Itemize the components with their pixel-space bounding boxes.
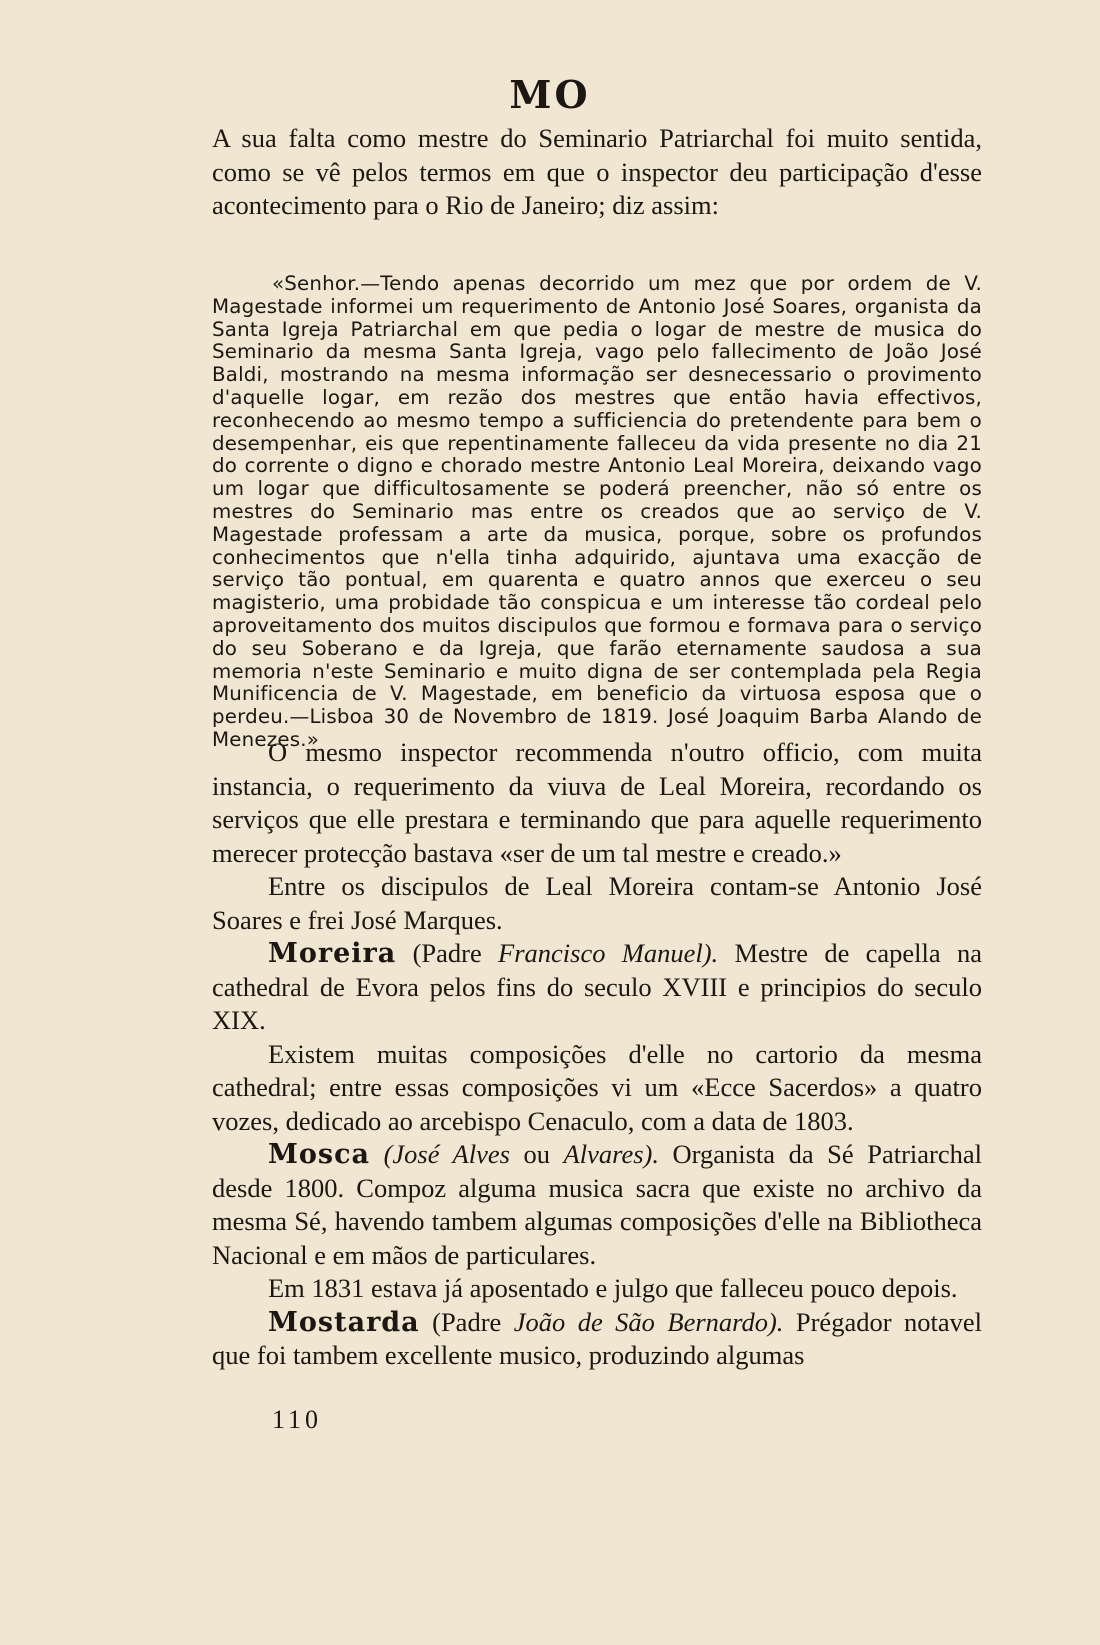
paragraph-inspector: O mesmo inspector recommenda n'outro officio, com muita instancia, o requerimento da viuva de Leal Moreira, recordando os serviços que elle prestara e terminando que para aquelle requerimento merecer protecção bastava «ser de um tal mestre e creado.»: [212, 737, 982, 868]
moreira-text: Mestre de capella na cathedral de Evora pelos fins do seculo XVIII e principios do seculo XIX.: [212, 938, 982, 1035]
mosca-name-or: ou: [509, 1139, 564, 1169]
intro-text: A sua falta como mestre do Seminario Patriarchal foi muito sentida, como se vê pelos termos em que o inspector deu participação d'esse acontecimento para o Rio de Janeiro; diz assim:: [212, 123, 982, 220]
mosca-text: Organista da Sé Patriarchal desde 1800. Compoz alguma musica sacra que existe no archivo da mesma Sé, havendo tambem algumas composições d'elle na Bibliotheca Nacional e em mãos de particulares.: [212, 1139, 982, 1270]
moreira-name: Francisco Manuel).: [498, 938, 719, 968]
quoted-letter-text: «Senhor.—Tendo apenas decorrido um mez que por ordem de V. Magestade informei um requerimento de Antonio José Soares, organista da Santa Igreja Patriarchal em que pedia o logar de mestre de musica do Seminario da mesma Santa Igreja, vago pelo fallecimento de João José Baldi, mostrando na mesma informação ser desnecessario o provimento d'aquelle logar, em rezão dos mestres que então havia effectivos, reconhecendo ao mesmo tempo a sufficiencia do pretendente para bem o desempenhar, eis que repentinamente falleceu da vida presente no dia 21 do corrente o digno e chorado mestre Antonio Leal Moreira, deixando vago um logar que difficultosamente se poderá preencher, não só entre os mestres do Seminario mas entre os creados que ao serviço de V. Magestade professam a arte da musica, porque, sobre os profundos conhecimentos que n'ella tinha adquirido, ajuntava uma exacção de serviço tão pontual, em quarenta e quatro annos que exerceu o seu magisterio, uma probidade tão conspicua e um interesse tão cordeal pelo aproveitamento dos muitos discipulos que formou e formava para o serviço do seu Soberano e da Igreja, que farão eternamente saudosa a sua memoria n'este Seminario e muito digna de ser contemplada pela Regia Munificencia de V. Magestade, em beneficio da virtuosa esposa que o perdeu.—Lisboa 30 de Novembro de 1819. José Joaquim Barba Alando de Menezes.»: [212, 272, 982, 751]
mostarda-name: João de São Bernardo).: [513, 1306, 784, 1337]
running-head: MO: [509, 72, 591, 117]
entry-mosca: [212, 1138, 982, 1272]
main-text: [212, 736, 982, 1373]
moreira-paragraph-2: Existem muitas composições d'elle no cartorio da mesma cathedral; entre essas composições vi um «Ecce Sacerdos» a quatro vozes, dedicado ao arcebispo Cenaculo, com a data de 1803.: [212, 1038, 982, 1136]
moreira-name-open: (Padre: [396, 938, 499, 968]
headword-moreira: Moreira: [268, 938, 397, 969]
mosca-name-1: (José Alves: [383, 1139, 510, 1169]
quoted-letter: [212, 273, 982, 752]
paragraph-discipulos: Entre os discipulos de Leal Moreira contam-se Antonio José Soares e frei José Marques.: [212, 871, 982, 935]
mosca-paragraph-2: Em 1831 estava já aposentado e julgo que falleceu pouco depois.: [268, 1273, 958, 1303]
page-number: 110: [272, 1405, 323, 1434]
entry-moreira: [212, 937, 982, 1038]
headword-mosca: Mosca: [268, 1139, 371, 1170]
entry-mostarda: [212, 1306, 982, 1373]
mosca-name-2: Alvares).: [563, 1139, 659, 1169]
intro-paragraph: [212, 122, 982, 223]
mostarda-name-open: (Padre: [419, 1306, 514, 1337]
headword-mostarda: Mostarda: [268, 1306, 420, 1338]
mostarda-text: Prégador notavel que foi tambem excellente musico, produzindo algumas: [212, 1306, 982, 1370]
